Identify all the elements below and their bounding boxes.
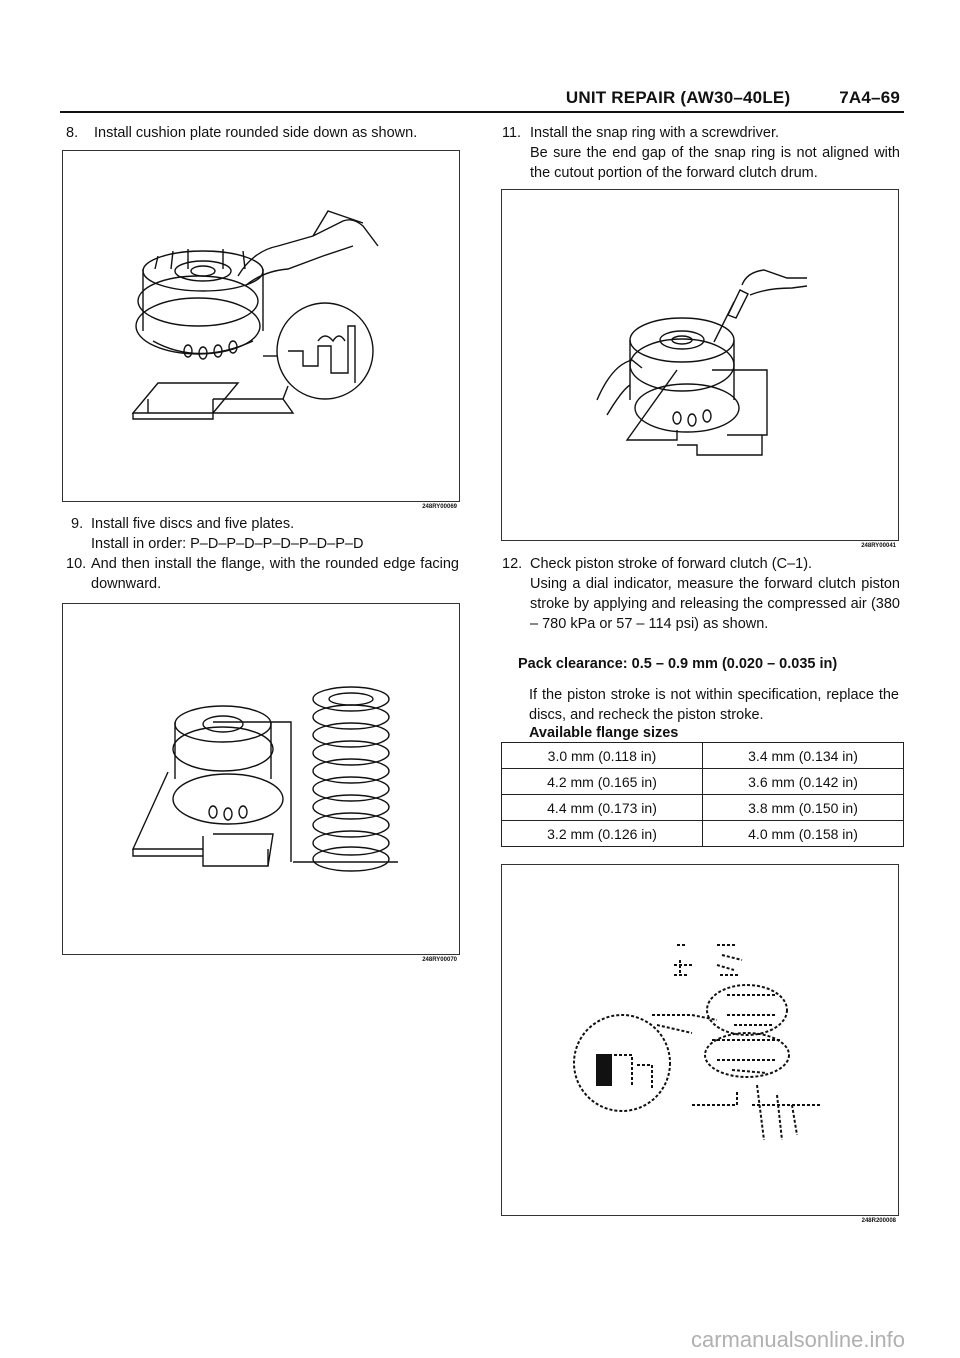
step-subtext: Using a dial indicator, measure the forward clutch piston stroke by applying and releasing the compressed air (380 – 780 kPa or 57 – 114 psi) as shown. — [530, 576, 900, 632]
step-8 — [66, 123, 461, 145]
figure-code: 248R200008 — [861, 1218, 896, 1224]
table-cell: 3.8 mm (0.150 in) — [703, 795, 904, 821]
step-text: Check piston stroke of forward clutch (C–1). — [530, 556, 813, 572]
page-number: 7A4–69 — [839, 88, 900, 107]
watermark-text: carmanualsonline.info — [690, 1327, 905, 1352]
step-9 — [71, 514, 461, 558]
disc-stack — [313, 687, 389, 871]
step-text: And then install the flange, with the rounded edge facing downward. — [91, 556, 459, 592]
footer-watermark — [0, 1327, 960, 1353]
table-title: Available flange sizes — [529, 725, 679, 741]
table-row — [502, 821, 904, 847]
step-number: 9. — [71, 516, 84, 532]
snap-ring-screwdriver-illustration — [502, 190, 898, 540]
pack-clearance-spec: Pack clearance: 0.5 – 0.9 mm (0.020 – 0.035 in) — [518, 656, 838, 672]
table-cell: 3.0 mm (0.118 in) — [502, 743, 703, 769]
header-rule — [60, 111, 904, 113]
clutch-drum-cushion-plate-illustration — [63, 151, 459, 501]
table-cell: 3.6 mm (0.142 in) — [703, 769, 904, 795]
step-number: 10. — [66, 556, 87, 572]
flange-sizes-table — [501, 742, 904, 847]
dial-indicator-air-check-illustration — [502, 865, 898, 1215]
table-cell: 4.4 mm (0.173 in) — [502, 795, 703, 821]
figure-code: 248RY00041 — [861, 543, 896, 549]
table-row — [502, 743, 904, 769]
section-title: UNIT REPAIR (AW30–40LE) — [565, 88, 791, 107]
step-number: 8. — [66, 125, 79, 141]
step-text: Install the snap ring with a screwdriver. — [530, 125, 780, 141]
step-text: Install five discs and five plates. — [91, 516, 295, 532]
table-cell: 4.2 mm (0.165 in) — [502, 769, 703, 795]
note-body: If the piston stroke is not within specification, replace the discs, and recheck the piston stroke. — [529, 687, 899, 723]
page-header — [0, 88, 900, 108]
step-subtext: Be sure the end gap of the snap ring is not aligned with the cutout portion of the forward clutch drum. — [530, 145, 900, 181]
step-number: 12. — [502, 556, 523, 572]
step-10 — [66, 554, 461, 598]
figure-discs-plates — [62, 603, 460, 963]
table-row — [502, 795, 904, 821]
figure-code: 248RY00069 — [422, 504, 457, 510]
step-11 — [502, 123, 900, 189]
figure-dial-indicator — [501, 864, 899, 1224]
table-cell: 4.0 mm (0.158 in) — [703, 821, 904, 847]
figure-code: 248RY00070 — [422, 957, 457, 963]
figure-cushion-plate — [62, 150, 460, 510]
figure-snap-ring — [501, 189, 899, 549]
note-text — [529, 685, 899, 725]
step-text: Install cushion plate rounded side down as shown. — [94, 125, 418, 141]
step-12 — [502, 554, 900, 644]
table-cell: 3.2 mm (0.126 in) — [502, 821, 703, 847]
step-subtext: Install in order: P–D–P–D–P–D–P–D–P–D — [91, 536, 364, 552]
table-row — [502, 769, 904, 795]
discs-and-plates-stack-illustration — [63, 604, 459, 954]
step-number: 11. — [502, 125, 522, 141]
table-cell: 3.4 mm (0.134 in) — [703, 743, 904, 769]
